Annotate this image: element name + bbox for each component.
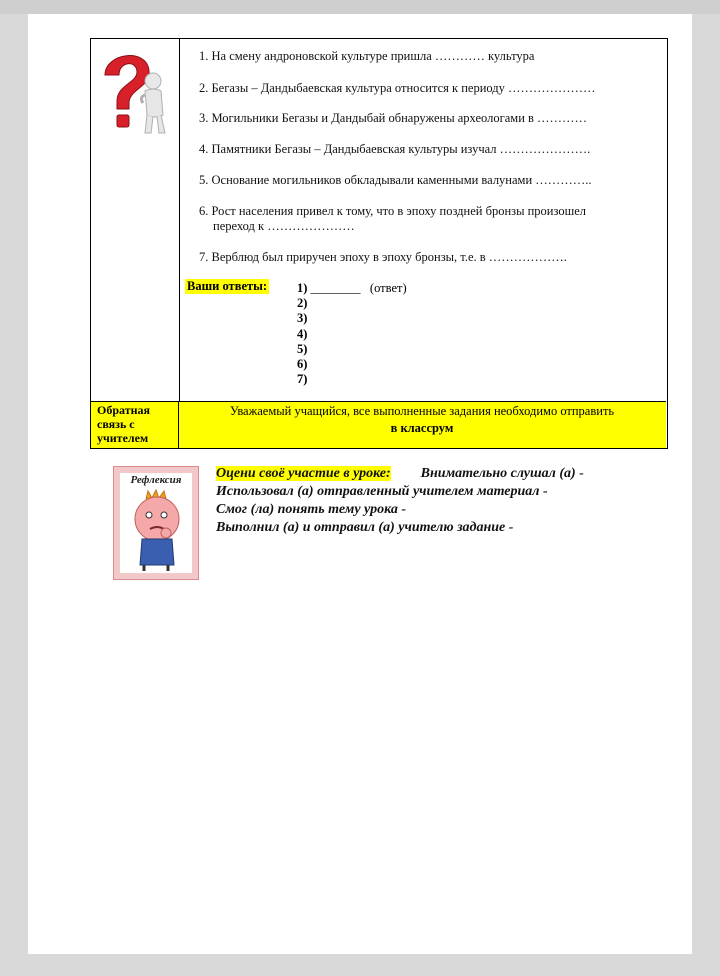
answer-number: 3) (297, 311, 308, 325)
answer-blank[interactable]: ________ (310, 281, 361, 295)
feedback-text (187, 403, 657, 437)
answer-number: 4) (297, 327, 308, 341)
answer-number: 1) (297, 281, 308, 295)
reflection-item: Внимательно слушал (а) - (420, 466, 584, 481)
answers-label: Ваши ответы: (187, 279, 268, 293)
question-2: 2. Бегазы – Дандыбаевская культура относится к периоду ………………… (199, 81, 596, 95)
reflection-text (216, 465, 656, 537)
reflection-card-title: Рефлексия (130, 474, 182, 486)
answer-line-1 (297, 281, 407, 296)
feedback-instruction: Уважаемый учащийся, все выполненные задания необходимо отправить (229, 404, 615, 418)
question-mark-figure-icon (95, 45, 171, 137)
thinking-boy-icon (128, 489, 186, 571)
feedback-row (91, 401, 666, 448)
feedback-label: Обратная связь с учителем (91, 402, 179, 448)
question-3: 3. Могильники Бегазы и Дандыбай обнаружены археологами в ………… (199, 111, 588, 125)
question-5: 5. Основание могильников обкладывали каменными валунами ………….. (199, 173, 592, 187)
question-1: 1. На смену андроновской культуре пришла ………… культура (199, 49, 535, 63)
reflection-item: Использовал (а) отправленный учителем материал - (216, 484, 548, 499)
reflection-prompt: Оцени своё участие в уроке: (216, 466, 391, 481)
viewer-top-bar (0, 0, 720, 14)
answer-number: 6) (297, 357, 308, 371)
reflection-line-1 (216, 465, 656, 483)
reflection-item: Смог (ла) понять тему урока - (216, 502, 406, 517)
document-page (28, 14, 692, 954)
reflection-card-inner (120, 473, 192, 573)
question-6-continuation: переход к ………………… (213, 219, 355, 233)
question-7: 7. Верблюд был приручен эпоху в эпоху бронзы, т.е. в ………………. (199, 250, 567, 264)
answer-number: 5) (297, 342, 308, 356)
task-table (90, 38, 668, 449)
answer-number: 7) (297, 372, 308, 386)
question-6: 6. Рост населения привел к тому, что в эпоху поздней бронзы произошел (199, 204, 587, 218)
answer-hint: (ответ) (369, 281, 407, 295)
feedback-destination: в классрум (390, 421, 454, 435)
question-icon-cell (91, 39, 180, 401)
question-4: 4. Памятники Бегазы – Дандыбаевская культуры изучал …………………. (199, 142, 591, 156)
reflection-card (113, 466, 199, 580)
answer-number: 2) (297, 296, 308, 310)
reflection-item: Выполнил (а) и отправил (а) учителю задание - (216, 520, 514, 535)
